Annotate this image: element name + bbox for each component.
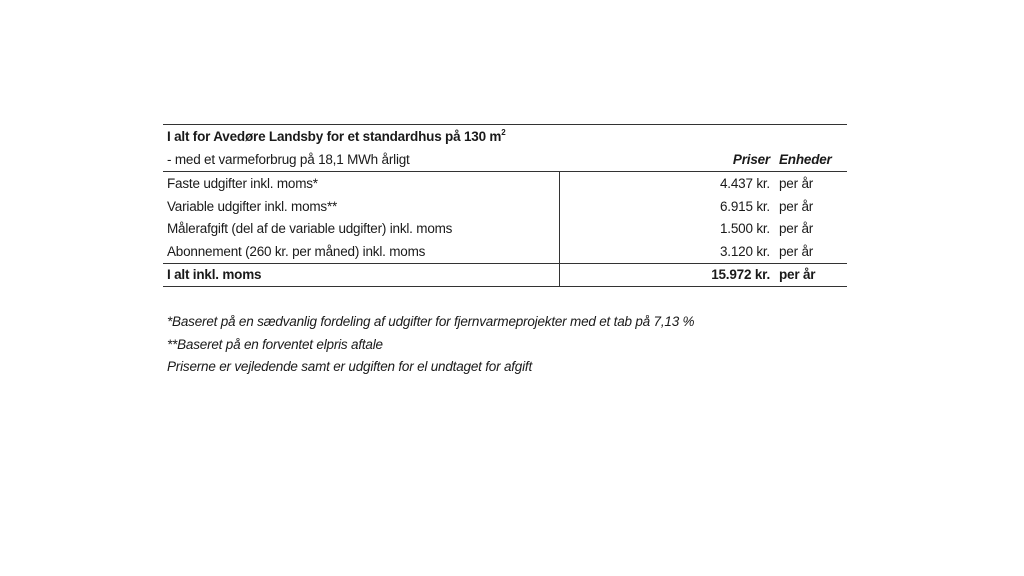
row-label-meter: Målerafgift (del af de variable udgifter) inkl. moms	[167, 221, 453, 236]
table-bottom-border	[163, 286, 847, 287]
row-label-fixed: Faste udgifter inkl. moms*	[167, 176, 318, 191]
total-divider	[163, 263, 847, 264]
header-divider	[163, 171, 847, 172]
total-unit: per år	[779, 267, 816, 282]
footnote-fixed-costs: *Baseret på en sædvanlig fordeling af udgifter for fjernvarmeprojekter med et tab på 7,13 %	[167, 314, 695, 329]
row-unit-subscription: per år	[779, 244, 814, 259]
table-subtitle: - med et varmeforbrug på 18,1 MWh årligt	[167, 152, 410, 167]
row-label-subscription: Abonnement (260 kr. per måned) inkl. moms	[167, 244, 426, 259]
row-price-variable: 6.915 kr.	[720, 199, 770, 214]
table-top-border	[163, 124, 847, 125]
column-divider	[559, 171, 560, 286]
footnotes	[167, 311, 694, 379]
row-price-fixed: 4.437 kr.	[720, 176, 770, 191]
row-label-variable: Variable udgifter inkl. moms**	[167, 199, 338, 214]
row-unit-fixed: per år	[779, 176, 814, 191]
column-header-units: Enheder	[779, 152, 832, 167]
total-price: 15.972 kr.	[711, 267, 770, 282]
footnote-disclaimer: Priserne er vejledende samt er udgiften for el undtaget for afgift	[167, 359, 533, 374]
footnote-electricity: **Baseret på en forventet elpris aftale	[167, 336, 383, 352]
row-price-subscription: 3.120 kr.	[720, 244, 770, 259]
row-price-meter: 1.500 kr.	[720, 221, 770, 236]
table-title: I alt for Avedøre Landsby for et standardhus på 130 $m^2$	[167, 128, 506, 144]
total-label: I alt inkl. moms	[167, 267, 262, 282]
row-unit-variable: per år	[779, 199, 814, 214]
column-header-prices: Priser	[732, 152, 770, 167]
row-unit-meter: per år	[779, 221, 814, 236]
